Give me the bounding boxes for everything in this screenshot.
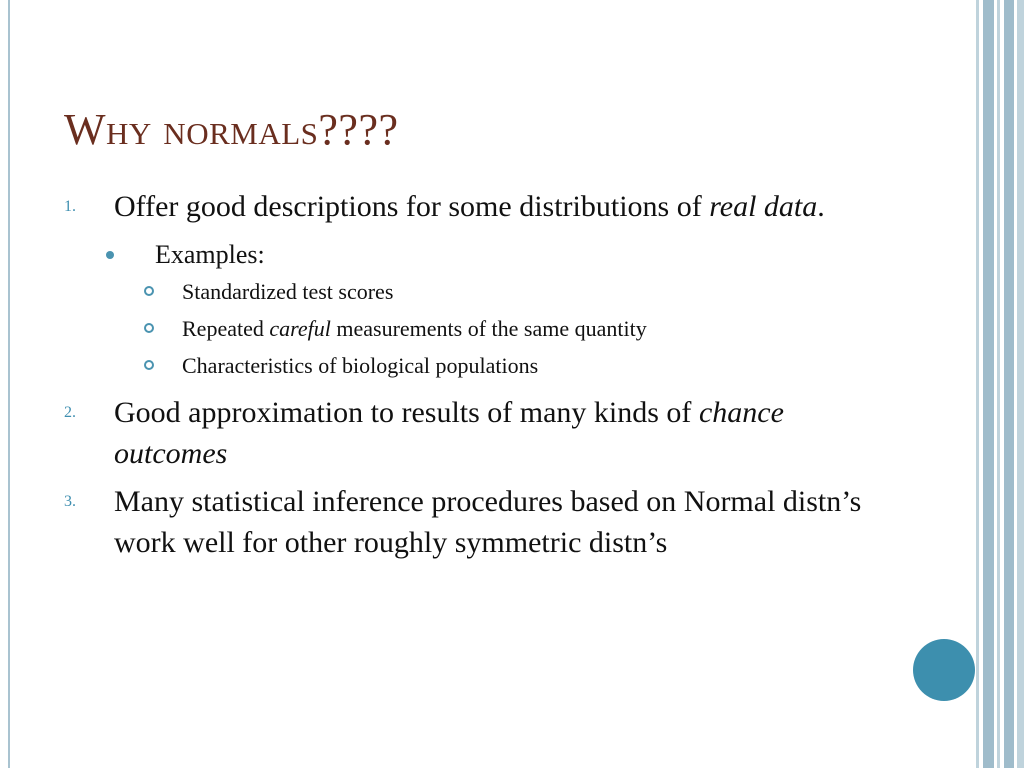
- item-text: Many statistical inference procedures based on Normal distn’s work well for other roughly symmetric distn’s: [114, 485, 862, 559]
- item-text: Offer good descriptions for some distributions of: [114, 190, 710, 223]
- list-item-3: [58, 481, 888, 563]
- list-number: 1.: [64, 198, 76, 215]
- right-stripe-decoration: [976, 0, 979, 768]
- sub-sub-item: [58, 273, 888, 310]
- list-item-1: [58, 186, 888, 227]
- right-stripe-decoration: [983, 0, 994, 768]
- right-stripe-decoration: [1017, 0, 1024, 768]
- slide-title: Why normals????: [64, 105, 399, 154]
- sub-sub-item-text: measurements of the same quantity: [330, 316, 647, 341]
- item-emphasis: chance outcomes: [114, 396, 784, 470]
- sub-sub-item-text: Repeated: [182, 316, 270, 341]
- bullet-dot-icon: [106, 251, 114, 259]
- sub-list-label: [58, 237, 888, 273]
- decorative-circle: [913, 639, 975, 701]
- ring-bullet-icon: [144, 323, 154, 333]
- list-number: 3.: [64, 493, 76, 510]
- right-stripe-decoration: [1004, 0, 1014, 768]
- sub-sub-item-emphasis: careful: [269, 316, 331, 341]
- sub-sub-item-text: Characteristics of biological populations: [182, 353, 539, 378]
- list-item-2: [58, 392, 888, 474]
- ring-bullet-icon: [144, 360, 154, 370]
- sub-sub-item: [58, 310, 888, 347]
- right-stripe-decoration: [997, 0, 1000, 768]
- item-text: Good approximation to results of many kinds of: [114, 396, 699, 429]
- sub-sub-item: [58, 347, 888, 384]
- sub-sub-item-text: Standardized test scores: [182, 279, 394, 304]
- slide-content: [58, 186, 888, 563]
- list-number: 2.: [64, 404, 76, 421]
- item-suffix: .: [817, 190, 825, 223]
- ring-bullet-icon: [144, 286, 154, 296]
- left-rule-decoration: [8, 0, 10, 768]
- item-emphasis: real data: [709, 190, 818, 223]
- sub-label-text: Examples:: [155, 240, 265, 269]
